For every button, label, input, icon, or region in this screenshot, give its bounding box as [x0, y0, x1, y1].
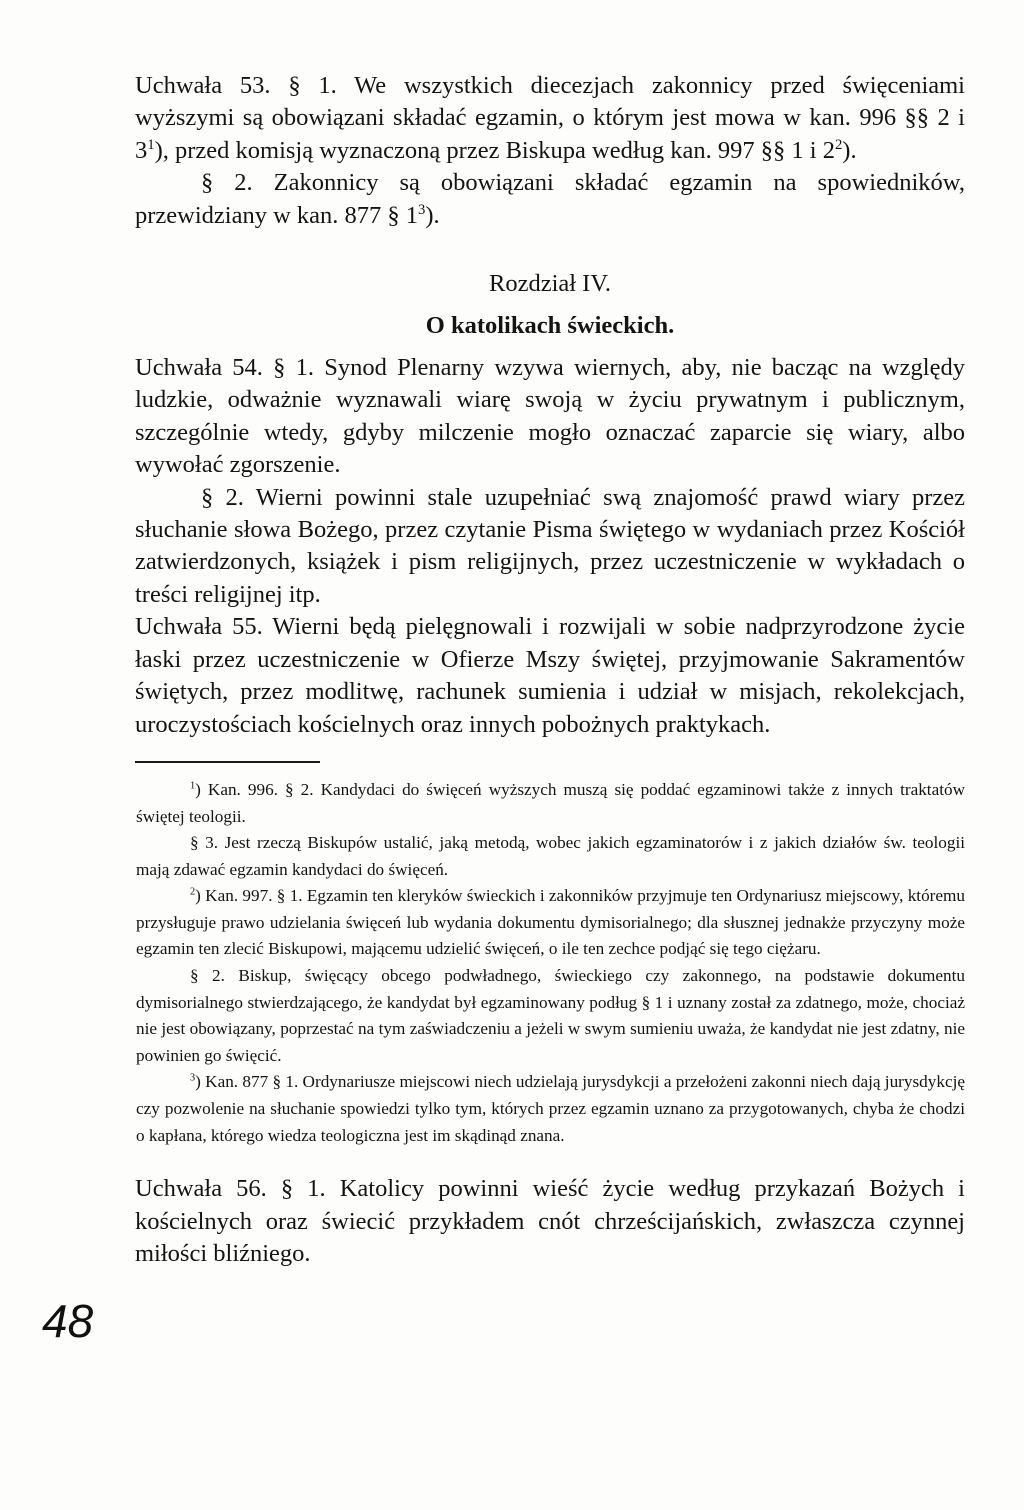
- footnote-2-sec2: § 2. Biskup, święcący obcego podwładnego, świeckiego czy zakonnego, na podstawie dokumentu dymisorialnego stwierdzającego, że kandydat był egzaminowany podług § 1 i uznany został za zdatnego, może, chociaż nie jest obowiązany, poprzestać na tym zaświadczeniu a jeżeli w swym sumieniu uważa, że kandydat nie jest zdatny, nie powinien go święcić.: [136, 966, 965, 1065]
- paragraph-uchwala-56: Uchwała 56. § 1. Katolicy powinni wieść życie według przykazań Bożych i kościelnych oraz świecić przykładem cnót chrześcijańskich, zwłaszcza czynnej miłości bliźniego.: [135, 1175, 965, 1268]
- footnote-mark: 2: [190, 886, 196, 898]
- footnote-mark: 1: [190, 780, 196, 792]
- paragraph-uchwala-54-sec2: § 2. Wierni powinni stale uzupełniać swą znajomość prawd wiary przez słuchanie słowa Bożego, przez czytanie Pisma świętego w wydaniach przez Kościół zatwierdzonych, książek i pism religijnych, przez uczestniczenie w wykładach o treści religijnej itp.: [135, 483, 965, 608]
- footnote-1: $^1$) Kan. 996. § 2. Kandydaci do święceń wyższych muszą się poddać egzaminowi także z innych traktatów świętej teologii.: [136, 779, 965, 826]
- resolution-heading: Uchwała 55.: [135, 613, 263, 641]
- bottom-section: [135, 1173, 965, 1270]
- page-number: 48: [42, 1295, 94, 1347]
- resolution-heading: Uchwała 56.: [135, 1175, 267, 1203]
- middle-section: [135, 352, 965, 741]
- paragraph-uchwala-55: Uchwała 55. Wierni będą pielęgnowali i rozwijali w sobie nadprzyrodzone życie łaski przez uczestniczenie w Ofierze Mszy świętej, przyjmowanie Sakramentów świętych, przez modlitwę, rachunek sumienia i udział w misjach, rekolekcjach, uroczystościach kościelnych oraz innych pobożnych praktykach.: [135, 613, 965, 738]
- footnote-3: $^3$) Kan. 877 § 1. Ordynariusze miejscowi niech udzielają jurysdykcji a przełożeni zakonni niech dają jurysdykcję czy pozwolenie na słuchanie spowiedzi tylko tym, których przez egzamin uznano za przygotowanych, chyba że chodzi o kapłana, którego wiedza teologiczna jest im skądinąd znana.: [136, 1072, 965, 1145]
- paragraph-uchwala-53-sec2: § 2. Zakonnicy są obowiązani składać egzamin na spowiedników, przewidziany w kan. 877 § $1^3$).: [135, 169, 965, 229]
- page-content: [135, 70, 965, 1270]
- chapter-title: O katolikach świeckich.: [425, 312, 675, 340]
- footnote-2: $^2$) Kan. 997. § 1. Egzamin ten kleryków świeckich i zakonników przyjmuje ten Ordynariusz miejscowy, któremu przysługuje prawo udzielania święceń lub wydania dokumentu dymisorialnego; dla słusznej jednakże przyczyny może egzamin ten zlecić Biskupowi, mającemu udzielić święceń, o ile ten zechce podjąć się tego ciężaru.: [136, 886, 965, 959]
- footnote-1-sec3: § 3. Jest rzeczą Biskupów ustalić, jaką metodą, wobec jakich egzaminatorów i z jakich działów św. teologii mają zdawać egzamin kandydaci do święceń.: [136, 833, 965, 879]
- resolution-heading: Uchwała 54.: [135, 354, 263, 382]
- footnote-ref: 1: [147, 136, 155, 153]
- footnote-divider: [135, 761, 320, 763]
- resolution-heading: Uchwała 53.: [135, 72, 271, 99]
- footnote-ref: 3: [418, 201, 426, 218]
- footnote-mark: 3: [190, 1072, 196, 1084]
- paragraph-uchwala-54: Uchwała 54. § 1. Synod Plenarny wzywa wiernych, aby, nie bacząc na względy ludzkie, odważnie wyznawali wiarę swoją w życiu prywatnym i publicznym, szczególnie wtedy, gdyby milczenie mogło oznaczać zaparcie się wiary, albo wywołać zgorszenie.: [135, 354, 965, 479]
- chapter-number: Rozdział IV.: [488, 270, 612, 298]
- footnote-ref: 2: [834, 136, 843, 153]
- footnotes: [135, 777, 965, 1149]
- paragraph-uchwala-53: Uchwała 53. § 1. We wszystkich diecezjach zakonnicy przed święceniami wyższymi są obowiązani składać egzamin, o którym jest mowa w kan. 996 §§ 2 i $3^1$), przed komisją wyznaczoną przez Biskupa według kan. 997 §§ 1 i $2^2$).: [135, 72, 965, 164]
- top-section: [135, 70, 965, 232]
